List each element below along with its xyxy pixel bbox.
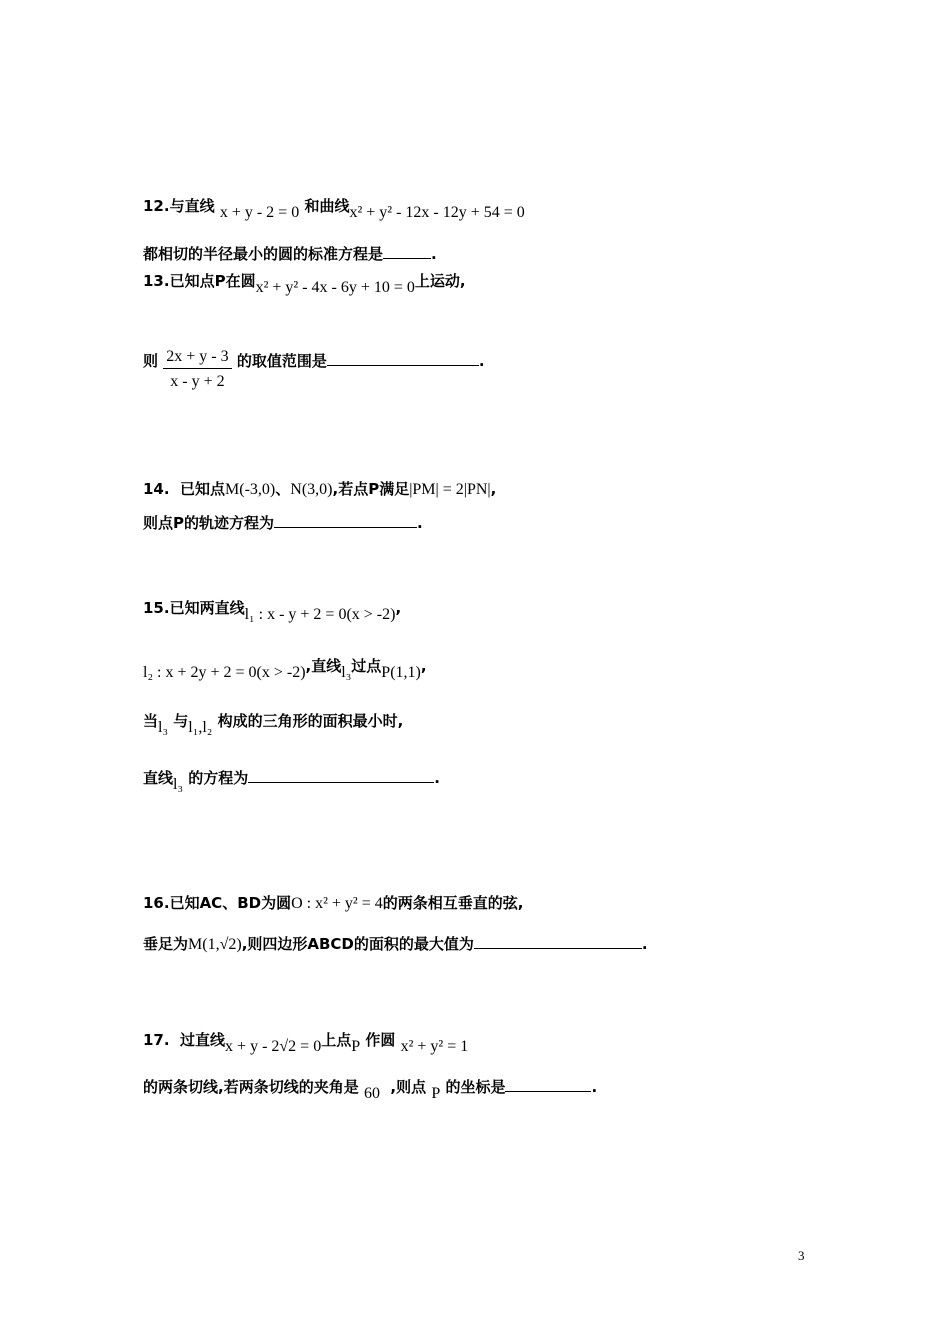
- q12-line1: [143, 195, 525, 221]
- q15-text9: 直线: [143, 769, 174, 787]
- q13-end: .: [478, 352, 485, 370]
- q17-answer-blank: [505, 1077, 591, 1092]
- q17-text5: ,则点: [390, 1078, 427, 1096]
- q13-math1: x² + y² - 4x - 6y + 10 = 0: [255, 279, 415, 296]
- q13-line1: [143, 270, 466, 296]
- q13-line2: [143, 339, 485, 390]
- q13-text4: 的取值范围是: [236, 352, 327, 370]
- q15-label: 15.: [143, 599, 170, 617]
- page-number: 3: [798, 1248, 805, 1263]
- q14-line1: [143, 478, 496, 501]
- q12-math1: x + y - 2 = 0: [219, 204, 300, 221]
- q15-math2: l₂ : x + 2y + 2 = 0(x > -2): [143, 664, 306, 681]
- q17-math2: P: [351, 1038, 361, 1055]
- q17-math1: x + y - 2√2 = 0: [225, 1038, 322, 1055]
- q13-answer-blank: [327, 351, 479, 366]
- q14-text4: 则点P的轨迹方程为: [143, 514, 274, 532]
- q16-answer-blank: [474, 934, 642, 949]
- q15-text8: 构成的三角形的面积最小时,: [217, 712, 404, 730]
- q13-fraction: [163, 347, 231, 392]
- q16-text1: 已知AC、BD为圆: [169, 894, 292, 912]
- q17-line1: [143, 1029, 469, 1055]
- q15-line1: [143, 597, 402, 623]
- q14-text1: 已知点: [180, 480, 226, 498]
- q16-math2: M(1,√2): [188, 936, 242, 953]
- q12-answer-blank: [383, 244, 431, 259]
- q14-text3: ,: [490, 480, 497, 498]
- q13-text3: 则: [143, 352, 159, 370]
- q14-answer-blank: [274, 513, 417, 528]
- q12-end: .: [431, 245, 437, 263]
- q14-sep: 、: [275, 480, 291, 498]
- q15-text4: 过点: [351, 657, 382, 675]
- q17-math3: x² + y² = 1: [400, 1038, 469, 1055]
- q17-math5: P: [431, 1085, 441, 1102]
- q12-text2: 和曲线: [304, 197, 350, 215]
- q15-math6: l₁,l₂: [188, 719, 213, 736]
- q17-label: 17.: [143, 1031, 170, 1049]
- q13-denominator: x - y + 2: [170, 373, 225, 390]
- q14-text2: ,若点P满足: [332, 480, 410, 498]
- q15-math5: l₃: [158, 719, 169, 736]
- q15-text10: 的方程为: [188, 769, 249, 787]
- q17-math4: 60: [363, 1085, 380, 1102]
- q16-text4: ,则四边形ABCD的面积的最大值为: [241, 935, 474, 953]
- q15-text5: ,: [420, 657, 427, 675]
- q15-text1: 已知两直线: [169, 599, 245, 617]
- q16-math1: O : x² + y² = 4: [291, 895, 383, 912]
- q13-label: 13.: [143, 272, 170, 290]
- q12-text3: 都相切的半径最小的圆的标准方程是: [143, 245, 384, 263]
- q17-line2: [143, 1076, 598, 1102]
- q12-label: 12.: [143, 197, 170, 215]
- q15-text3: ,直线: [305, 657, 342, 675]
- q15-math1: l₁ : x - y + 2 = 0(x > -2): [244, 606, 396, 623]
- q12-text1: 与直线: [169, 197, 215, 215]
- q15-math3: l₃: [341, 664, 352, 681]
- q14-math3: |PM| = 2|PN|: [409, 481, 491, 498]
- q15-text2: ,: [395, 599, 402, 617]
- q17-text4: 的两条切线,若两条切线的夹角是: [143, 1078, 359, 1096]
- q14-math2: N(3,0): [290, 481, 333, 498]
- q15-math4: P(1,1): [381, 664, 421, 681]
- q16-end: .: [641, 935, 648, 953]
- q17-text6: 的坐标是: [445, 1078, 506, 1096]
- q14-line2: [143, 512, 423, 534]
- q17-text3: 作圆: [365, 1031, 396, 1049]
- q16-label: 16.: [143, 894, 170, 912]
- q13-text2: 上运动,: [414, 272, 466, 290]
- q15-text7: 与: [173, 712, 189, 730]
- q13-numerator: 2x + y - 3: [163, 347, 231, 369]
- q16-text2: 的两条相互垂直的弦,: [382, 894, 524, 912]
- q12-line2: [143, 243, 437, 265]
- q13-text1: 已知点P在圆: [169, 272, 256, 290]
- q14-end: .: [417, 514, 423, 532]
- q15-end: .: [434, 769, 440, 787]
- q16-line1: [143, 892, 523, 915]
- q15-answer-blank: [248, 768, 434, 783]
- q16-text3: 垂足为: [143, 935, 189, 953]
- q14-math1: M(-3,0): [225, 481, 276, 498]
- q14-label: 14.: [143, 480, 170, 498]
- q17-end: .: [591, 1078, 598, 1096]
- q15-line3: [143, 710, 404, 736]
- q12-math2: x² + y² - 12x - 12y + 54 = 0: [349, 204, 525, 221]
- q15-line2: [143, 655, 427, 681]
- q15-text6: 当: [143, 712, 159, 730]
- q15-math7: l₃: [173, 776, 184, 793]
- q17-text1: 过直线: [180, 1031, 226, 1049]
- q15-line4: [143, 767, 440, 793]
- q17-text2: 上点: [321, 1031, 352, 1049]
- q16-line2: [143, 933, 648, 956]
